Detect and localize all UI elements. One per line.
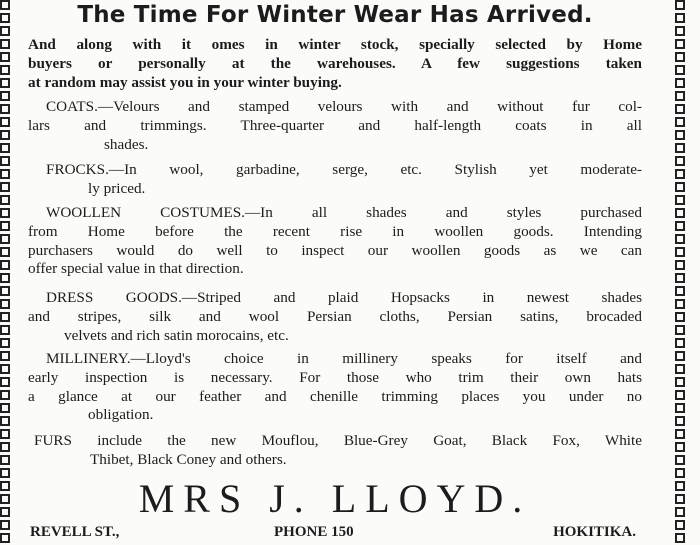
border-ornament (675, 156, 685, 166)
border-ornament (675, 208, 685, 218)
border-ornament (675, 169, 685, 179)
border-ornament (0, 156, 10, 166)
section-millinery (28, 350, 642, 425)
border-ornament (675, 39, 685, 49)
border-ornament (0, 65, 10, 75)
border-ornament (675, 468, 685, 478)
footer-phone: PHONE 150 (274, 524, 354, 540)
border-ornament (675, 403, 685, 413)
border-ornament (0, 104, 10, 114)
border-ornament (0, 195, 10, 205)
section-coats (28, 98, 642, 154)
border-ornament (675, 351, 685, 361)
section-woollen-costumes (28, 204, 642, 279)
border-ornament (0, 416, 10, 426)
intro-paragraph (28, 36, 642, 92)
border-ornament (0, 117, 10, 127)
border-ornament (675, 0, 685, 10)
border-ornament (0, 208, 10, 218)
border-ornament (675, 104, 685, 114)
border-ornament (0, 403, 10, 413)
border-ornament (0, 182, 10, 192)
border-ornament (0, 13, 10, 23)
border-ornament (675, 416, 685, 426)
border-ornament (675, 234, 685, 244)
border-ornament (675, 221, 685, 231)
border-ornament (0, 91, 10, 101)
border-ornament (675, 390, 685, 400)
border-ornament (675, 325, 685, 335)
border-ornament (0, 78, 10, 88)
border-ornament (675, 117, 685, 127)
border-ornament (675, 364, 685, 374)
border-ornament (675, 377, 685, 387)
border-ornament (0, 520, 10, 530)
border-ornament (675, 65, 685, 75)
headline: The Time For Winter Wear Has Arrived. (77, 2, 593, 28)
right-border (673, 0, 687, 545)
section-line: FURS include the new Mouflou, Blue-Grey Goat, Black Fox, White (34, 432, 642, 449)
border-ornament (675, 455, 685, 465)
border-ornament (0, 0, 10, 10)
border-ornament (0, 143, 10, 153)
border-ornament (675, 481, 685, 491)
store-signature: MRS J. LLOYD. (138, 476, 532, 521)
border-ornament (0, 286, 10, 296)
section-line: and stripes, silk and wool Persian cloths, Persian satins, brocaded (28, 307, 642, 325)
border-ornament (0, 26, 10, 36)
intro-line: at random may assist you in your winter buying. (28, 73, 342, 91)
section-line: offer special value in that direction. (28, 260, 244, 278)
border-ornament (0, 169, 10, 179)
section-furs (28, 432, 642, 470)
border-ornament (675, 26, 685, 36)
border-ornament (0, 273, 10, 283)
border-ornament (0, 260, 10, 270)
border-ornament (0, 468, 10, 478)
section-frocks (28, 161, 642, 199)
border-ornament (675, 520, 685, 530)
border-ornament (0, 442, 10, 452)
border-ornament (675, 429, 685, 439)
footer (28, 524, 642, 544)
border-ornament (0, 390, 10, 400)
section-line: shades. (104, 135, 149, 153)
border-ornament (0, 221, 10, 231)
border-ornament (0, 429, 10, 439)
border-ornament (0, 312, 10, 322)
section-line: MILLINERY.—Lloyd's choice in millinery speaks for itself and (46, 350, 642, 367)
section-dress-goods (28, 289, 642, 345)
section-line: lars and trimmings. Three-quarter and half-length coats in all (28, 116, 642, 134)
border-ornament (675, 143, 685, 153)
border-ornament (0, 481, 10, 491)
border-ornament (0, 130, 10, 140)
border-ornament (675, 286, 685, 296)
border-ornament (675, 299, 685, 309)
section-line: Thibet, Black Coney and others. (90, 450, 287, 468)
border-ornament (675, 507, 685, 517)
border-ornament (675, 78, 685, 88)
border-ornament (675, 52, 685, 62)
intro-line: buyers or personally at the warehouses. A few suggestions taken (28, 54, 642, 72)
border-ornament (675, 91, 685, 101)
section-line: FROCKS.—In wool, garbadine, serge, etc. Stylish yet moderate- (46, 161, 642, 178)
section-line: purchasers would do well to inspect our woollen goods as we can (28, 241, 642, 259)
border-ornament (675, 182, 685, 192)
border-ornament (675, 195, 685, 205)
border-ornament (675, 130, 685, 140)
border-ornament (0, 234, 10, 244)
advertisement (28, 0, 642, 545)
border-ornament (675, 533, 685, 543)
section-line: a glance at our feather and chenille trimming places you under no (28, 387, 642, 405)
border-ornament (0, 39, 10, 49)
border-ornament (0, 364, 10, 374)
border-ornament (675, 442, 685, 452)
border-ornament (0, 377, 10, 387)
border-ornament (0, 338, 10, 348)
section-line: WOOLLEN COSTUMES.—In all shades and styles purchased (46, 204, 642, 221)
border-ornament (0, 507, 10, 517)
border-ornament (675, 13, 685, 23)
border-ornament (675, 494, 685, 504)
border-ornament (0, 299, 10, 309)
intro-line: And along with it omes in winter stock, specially selected by Home (28, 36, 642, 53)
section-line: from Home before the recent rise in woollen goods. Intending (28, 222, 642, 240)
border-ornament (675, 260, 685, 270)
footer-address: REVELL ST., (30, 524, 120, 540)
border-ornament (0, 455, 10, 465)
section-line: obligation. (88, 406, 154, 424)
section-line: velvets and rich satin morocains, etc. (64, 326, 289, 344)
border-ornament (675, 338, 685, 348)
border-ornament (0, 494, 10, 504)
section-line: early inspection is necessary. For those who trim their own hats (28, 368, 642, 386)
border-ornament (675, 247, 685, 257)
section-line: DRESS GOODS.—Striped and plaid Hopsacks in newest shades (46, 289, 642, 306)
border-ornament (0, 247, 10, 257)
border-ornament (675, 273, 685, 283)
border-ornament (0, 351, 10, 361)
border-ornament (0, 325, 10, 335)
border-ornament (0, 533, 10, 543)
footer-town: HOKITIKA. (553, 524, 636, 540)
section-line: ly priced. (88, 179, 146, 197)
section-line: COATS.—Velours and stamped velours with and without fur col- (46, 98, 642, 115)
border-ornament (0, 52, 10, 62)
border-ornament (675, 312, 685, 322)
left-border (0, 0, 14, 545)
